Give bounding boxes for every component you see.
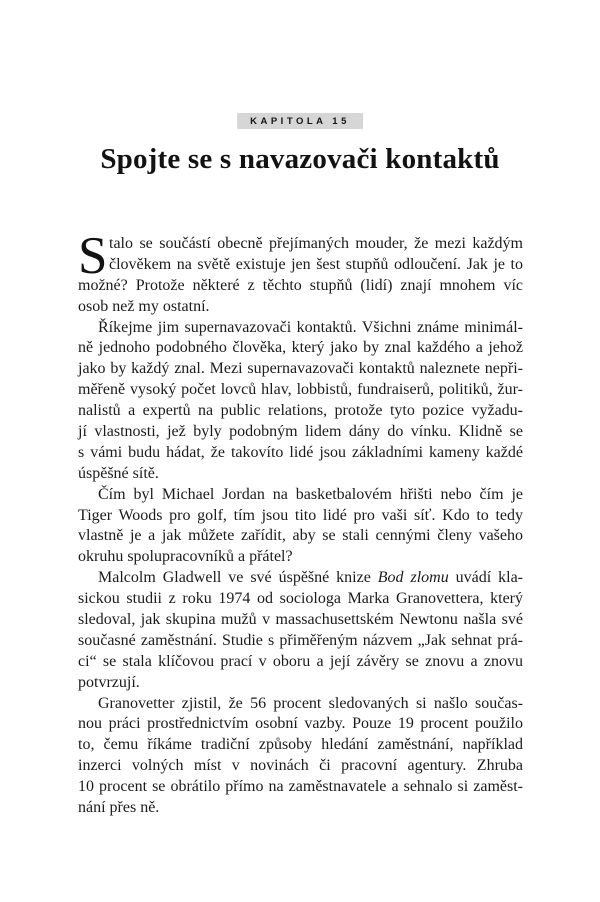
page-title: Spojte se s navazovači kontaktů	[100, 143, 500, 175]
text-line: sickou studii z roku 1974 od sociologa Marka Granovettera, který	[78, 590, 523, 608]
text-line: s vámi budu hádat, že takovíto lidé jsou základními kameny každé	[78, 443, 523, 461]
text-line: úspěšné sítě.	[78, 464, 159, 482]
text-line: Granovetter zjistil, že 56 procent sledovaných si našlo součas-	[98, 694, 523, 712]
text-line: ci“ se stala klíčovou prací v oboru a její závěry se znovu a znovu	[78, 652, 523, 670]
text-line: nání přes ně.	[78, 799, 160, 817]
paragraph	[78, 318, 523, 485]
drop-cap: S	[78, 227, 108, 285]
text-line: inzerci volných míst v novinách či pracovní agentury. Zhruba	[78, 757, 523, 775]
paragraph	[78, 694, 523, 819]
text-line: člověkem na světě existuje jen šest stupňů odloučení. Jak je to	[109, 255, 523, 273]
text-line: talo se součástí obecně přejímaných mouder, že mezi každým	[109, 235, 523, 252]
text-line: Malcolm Gladwell ve své úspěšné knize Bod zlomu uvádí kla-	[98, 569, 523, 587]
text-line: současné zaměstnání. Studie s přiměřeným názvem „Jak sehnat prá-	[78, 631, 523, 649]
text-line: nou práci prostřednictvím osobní vazby. Pouze 19 procent použilo	[78, 715, 523, 733]
text-line: nalistů a expertů na public relations, protože tyto pozice vyžadu-	[78, 402, 523, 420]
text-line: měřeně vysoký počet lovců hlav, lobbistů, fundraiserů, politiků, žur-	[78, 381, 523, 399]
paragraph	[78, 485, 523, 569]
text-line: Tiger Woods pro golf, tím jsou tito lidé pro vaši síť. Kdo to tedy	[78, 506, 523, 524]
text-line: vlastně je a jak můžete zařídit, aby se stali cennými členy vašeho	[78, 527, 523, 545]
page-body	[78, 227, 523, 819]
text-line: sledoval, jak skupina mužů v massachusettském Newtonu našla své	[78, 611, 523, 629]
paragraph	[78, 227, 523, 318]
text-line: ně jednoho podobného člověka, který jako by znal každého a jehož	[78, 339, 523, 357]
text-line: Říkejme jim supernavazovači kontaktů. Všichni známe minimál-	[98, 318, 523, 336]
paragraph	[78, 568, 523, 693]
text-line: 10 procent se obrátilo přímo na zaměstnavatele a sehnalo si zaměst-	[78, 778, 523, 796]
chapter-label: KAPITOLA 15	[250, 115, 350, 127]
text-line: osob než my ostatní.	[78, 297, 210, 315]
text-line: Čím byl Michael Jordan na basketbalovém hřišti nebo čím je	[98, 485, 523, 503]
text-line: jako by každý znal. Mezi supernavazovači kontaktů naleznete nepři-	[78, 360, 523, 378]
chapter-label-bar	[237, 113, 363, 129]
text-line: okruhu spolupracovníků a přátel?	[78, 548, 293, 566]
text-line: možné? Protože některé z těchto stupňů (lidí) znají mnohem víc	[78, 276, 523, 294]
text-line: jí vlastnosti, jež byly podobným lidem dány do vínku. Klidně se	[78, 423, 523, 441]
text-line: potvrzují.	[78, 673, 140, 691]
text-line: to, čemu říkáme tradiční způsoby hledání zaměstnání, například	[78, 736, 523, 754]
